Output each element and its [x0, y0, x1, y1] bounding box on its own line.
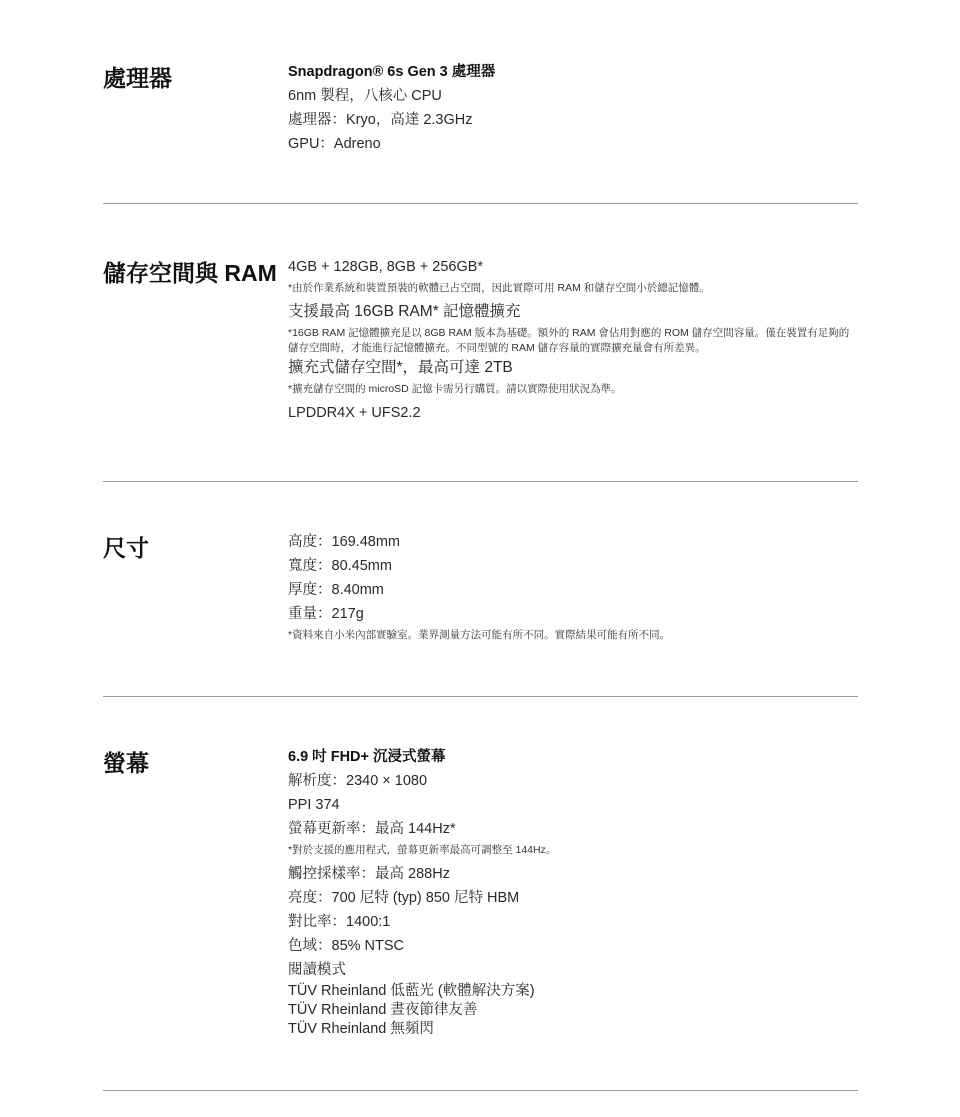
processor-chip: Snapdragon® 6s Gen 3 處理器 [288, 64, 496, 80]
ram-expansion: 支援最高 16GB RAM* 記憶體擴充 [288, 303, 521, 320]
dimensions-heading: 尺寸 [103, 535, 149, 561]
memory-type: LPDDR4X + UFS2.2 [288, 405, 421, 421]
refresh-rate-spec: 螢幕更新率：最高 144Hz* [288, 821, 456, 837]
display-heading: 螢幕 [103, 750, 149, 776]
expandable-storage: 擴充式儲存空間*，最高可達 2TB [288, 359, 513, 376]
circadian-cert: TÜV Rheinland 晝夜節律友善 [288, 1002, 478, 1018]
contrast-spec: 對比率：1400:1 [288, 914, 391, 930]
ram-expansion-note: *16GB RAM 記憶體擴充是以 8GB RAM 版本為基礎。額外的 RAM 會佔用對應的 ROM 儲存空間容量。僅在裝置有足夠的儲存空間時，才能進行記憶體擴充。不同型號的 RAM 儲存容量的實際擴充量會有所差異。 [288, 327, 850, 354]
expandable-storage-note: *擴充儲存空間的 microSD 記憶卡需另行購買。請以實際使用狀況為準。 [288, 383, 622, 395]
divider [103, 1090, 858, 1091]
processor-specs [288, 60, 858, 156]
divider [103, 696, 858, 697]
width-spec: 寬度：80.45mm [288, 558, 392, 574]
display-specs [288, 745, 858, 1039]
brightness-spec: 亮度：700 尼特 (typ) 850 尼特 HBM [288, 890, 520, 906]
weight-spec: 重量：217g [288, 606, 364, 622]
processor-gpu: GPU：Adreno [288, 136, 381, 152]
processor-heading: 處理器 [103, 65, 172, 91]
processor-cpu: 處理器：Kryo，高達 2.3GHz [288, 112, 473, 128]
dimensions-specs [288, 530, 858, 647]
thickness-spec: 厚度：8.40mm [288, 582, 384, 598]
ppi-spec: PPI 374 [288, 797, 340, 813]
flicker-free-cert: TÜV Rheinland 無頻閃 [288, 1021, 434, 1037]
touch-sampling-spec: 觸控採樣率：最高 288Hz [288, 866, 450, 882]
color-gamut-spec: 色域：85% NTSC [288, 938, 405, 954]
divider [103, 203, 858, 204]
refresh-rate-note: *對於支援的應用程式，螢幕更新率最高可調整至 144Hz。 [288, 844, 557, 856]
low-blue-light-cert: TÜV Rheinland 低藍光 (軟體解決方案) [288, 983, 535, 999]
storage-capacity-note: *由於作業系統和裝置預裝的軟體已占空間，因此實際可用 RAM 和儲存空間小於總記憶體。 [288, 282, 710, 294]
display-title: 6.9 吋 FHD+ 沉浸式螢幕 [288, 749, 446, 765]
storage-capacity: 4GB + 128GB, 8GB + 256GB* [288, 259, 484, 275]
processor-process: 6nm 製程，八核心 CPU [288, 88, 442, 104]
storage-specs [288, 255, 858, 425]
divider [103, 481, 858, 482]
height-spec: 高度：169.48mm [288, 534, 401, 550]
resolution-spec: 解析度：2340 × 1080 [288, 773, 428, 789]
reading-mode-spec: 閱讀模式 [288, 962, 346, 978]
dimensions-note: *資料來自小米內部實驗室。業界測量方法可能有所不同。實際結果可能有所不同。 [288, 629, 671, 641]
storage-heading: 儲存空間與 RAM [103, 260, 277, 286]
